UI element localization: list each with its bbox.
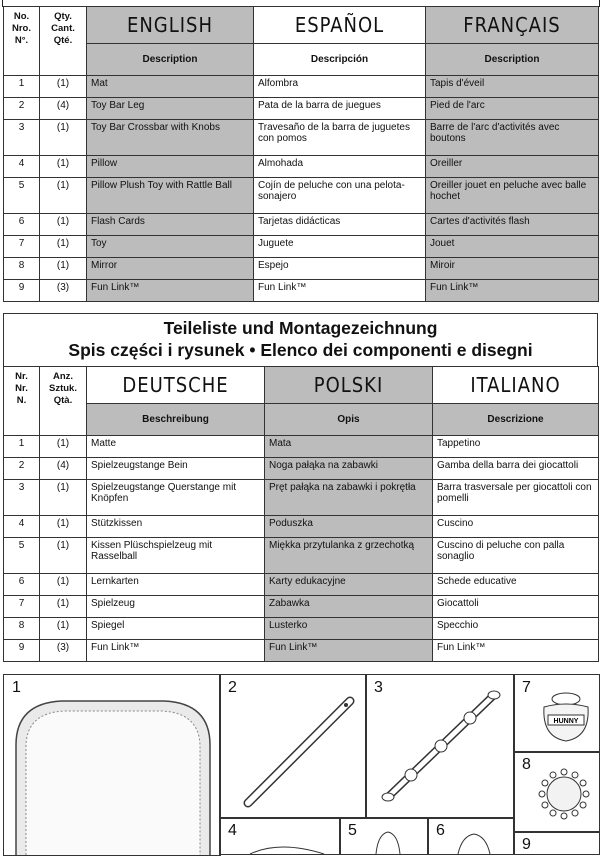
description-header-german: Beschreibung (87, 404, 265, 436)
cell-qty: (1) (40, 618, 87, 640)
cell-no: 3 (4, 120, 40, 156)
cell-c2: Juguete (254, 236, 426, 258)
description-header-polish: Opis (265, 404, 433, 436)
cell-no: 9 (4, 280, 40, 302)
table-row (4, 76, 599, 98)
cell-c3: Jouet (426, 236, 599, 258)
cell-c2: Espejo (254, 258, 426, 280)
mirror-ray (572, 772, 578, 778)
pillow-drawing (220, 818, 340, 854)
cell-c3: Oreiller jouet en peluche avec balle hochet (426, 178, 599, 214)
cards-drawing (428, 818, 514, 854)
table-row (4, 516, 599, 538)
cell-c1: Spielzeugstange Bein (87, 458, 265, 480)
cell-c3: Cuscino (433, 516, 599, 538)
language-italian: ITALIANO (433, 367, 599, 404)
cell-c2: Mata (265, 436, 433, 458)
illustration-pillow (219, 817, 341, 855)
cell-qty: (1) (40, 156, 87, 178)
cell-no: 7 (4, 236, 40, 258)
cell-c3: Giocattoli (433, 596, 599, 618)
cell-c1: Pillow (87, 156, 254, 178)
cell-c3: Fun Link™ (433, 640, 599, 662)
table-row (4, 120, 599, 156)
cell-c1: Stützkissen (87, 516, 265, 538)
table-row (4, 258, 599, 280)
cell-qty: (1) (40, 596, 87, 618)
cell-no: 4 (4, 156, 40, 178)
cell-qty: (3) (40, 280, 87, 302)
table-row (4, 98, 599, 120)
table-row (4, 618, 599, 640)
cell-no: 6 (4, 214, 40, 236)
language-french: FRANÇAIS (426, 7, 599, 44)
cell-no: 9 (4, 640, 40, 662)
cell-no: 1 (4, 436, 40, 458)
title-line-polish-italian: Spis części i rysunek • Elenco dei componenti e disegni (68, 340, 533, 360)
cell-qty: (1) (40, 480, 87, 516)
cell-qty: (1) (40, 214, 87, 236)
cell-c1: Matte (87, 436, 265, 458)
cell-c2: Noga pałąka na zabawki (265, 458, 433, 480)
cell-qty: (1) (40, 76, 87, 98)
illustration-toy (513, 674, 600, 753)
cell-qty: (4) (40, 98, 87, 120)
illustration-crossbar (365, 674, 515, 819)
cell-c3: Cartes d'activités flash (426, 214, 599, 236)
table-row (4, 480, 599, 516)
toy-bar-leg-drawing (220, 675, 366, 818)
cell-c1: Mat (87, 76, 254, 98)
cell-c1: Toy Bar Crossbar with Knobs (87, 120, 254, 156)
cell-c2: Pręt pałąka na zabawki i pokrętła (265, 480, 433, 516)
cell-c3: Oreiller (426, 156, 599, 178)
cell-qty: (3) (40, 640, 87, 662)
illustration-flash-cards (427, 817, 515, 855)
illustration-label-9: 9 (522, 836, 531, 853)
cell-c1: Spiegel (87, 618, 265, 640)
cell-no: 4 (4, 516, 40, 538)
illustration-label-5: 5 (348, 822, 357, 839)
cell-no: 8 (4, 618, 40, 640)
mirror-ray (580, 802, 586, 808)
cell-c2: Karty edukacyjne (265, 574, 433, 596)
cell-qty: (1) (40, 236, 87, 258)
table-row (4, 280, 599, 302)
cell-c3: Barre de l'arc d'activités avec boutons (426, 120, 599, 156)
cell-c1: Fun Link™ (87, 280, 254, 302)
language-german: DEUTSCHE (87, 367, 265, 404)
illustration-label-1: 1 (12, 679, 21, 696)
cell-c3: Barra trasversale per giocattoli con pomelli (433, 480, 599, 516)
description-header-italian: Descrizione (433, 404, 599, 436)
table-row (4, 156, 599, 178)
cell-c3: Pied de l'arc (426, 98, 599, 120)
cell-c2: Travesaño de la barra de juguetes con pomos (254, 120, 426, 156)
cell-no: 2 (4, 458, 40, 480)
illustration-mirror (513, 751, 600, 833)
cell-c1: Toy Bar Leg (87, 98, 254, 120)
table-row (4, 236, 599, 258)
description-header-english: Description (87, 44, 254, 76)
table-row (4, 596, 599, 618)
mirror-drawing (514, 752, 599, 832)
table-row (4, 458, 599, 480)
parts-table-de-pl-it (3, 366, 599, 662)
cell-c2: Fun Link™ (254, 280, 426, 302)
mirror-ray (580, 780, 586, 786)
cell-no: 7 (4, 596, 40, 618)
mirror-ray (550, 810, 556, 816)
language-english: ENGLISH (87, 7, 254, 44)
cell-no: 3 (4, 480, 40, 516)
description-header-french: Description (426, 44, 599, 76)
cell-c3: Schede educative (433, 574, 599, 596)
cell-no: 1 (4, 76, 40, 98)
cell-c2: Cojín de peluche con una pelota-sonajero (254, 178, 426, 214)
illustration-mat (3, 674, 221, 856)
cell-c2: Miękka przytulanka z grzechotką (265, 538, 433, 574)
description-header-spanish: Descripción (254, 44, 426, 76)
cell-qty: (1) (40, 258, 87, 280)
mirror-ray (542, 802, 548, 808)
cell-c3: Specchio (433, 618, 599, 640)
cell-qty: (4) (40, 458, 87, 480)
mirror-ray (572, 810, 578, 816)
mirror-ray (539, 791, 545, 797)
header-quantity-2: Anz. Sztuk. Qtà. (40, 367, 87, 436)
header-number-2: Nr. Nr. N. (4, 367, 40, 436)
cell-c2: Zabawka (265, 596, 433, 618)
cell-qty: (1) (40, 436, 87, 458)
cell-c2: Fun Link™ (265, 640, 433, 662)
cell-qty: (1) (40, 516, 87, 538)
cell-no: 2 (4, 98, 40, 120)
illustration-fun-link (513, 831, 600, 855)
cell-c3: Tapis d'éveil (426, 76, 599, 98)
plush-drawing (340, 818, 428, 854)
parts-table-en-es-fr (3, 6, 599, 302)
cell-no: 5 (4, 538, 40, 574)
cell-qty: (1) (40, 120, 87, 156)
cell-qty: (1) (40, 178, 87, 214)
cell-c3: Miroir (426, 258, 599, 280)
cell-c1: Kissen Plüschspielzeug mit Rasselball (87, 538, 265, 574)
illustration-label-2: 2 (228, 679, 237, 696)
cell-c2: Poduszka (265, 516, 433, 538)
language-polish: POLSKI (265, 367, 433, 404)
title-line-german: Teileliste und Montagezeichnung (163, 318, 438, 338)
cell-qty: (1) (40, 538, 87, 574)
crossbar-drawing (366, 675, 514, 818)
mat-drawing (4, 675, 220, 855)
cell-c3: Fun Link™ (426, 280, 599, 302)
cell-c1: Flash Cards (87, 214, 254, 236)
cell-c3: Cuscino di peluche con palla sonaglio (433, 538, 599, 574)
illustration-label-7: 7 (522, 679, 531, 696)
honey-pot-drawing (514, 675, 599, 752)
cell-no: 8 (4, 258, 40, 280)
table-row (4, 178, 599, 214)
cell-c2: Lusterko (265, 618, 433, 640)
cell-c3: Tappetino (433, 436, 599, 458)
illustration-label-3: 3 (374, 679, 383, 696)
table-row (4, 640, 599, 662)
header-number: No. Nro. N°. (4, 7, 40, 76)
cell-c2: Alfombra (254, 76, 426, 98)
illustration-toy-bar-leg (219, 674, 367, 819)
cell-c1: Toy (87, 236, 254, 258)
cell-c1: Spielzeugstange Querstange mit Knöpfen (87, 480, 265, 516)
cell-c1: Mirror (87, 258, 254, 280)
cell-c1: Spielzeug (87, 596, 265, 618)
table-row (4, 214, 599, 236)
illustration-pillow-plush (339, 817, 429, 855)
cell-no: 6 (4, 574, 40, 596)
cell-c2: Tarjetas didácticas (254, 214, 426, 236)
illustration-label-6: 6 (436, 822, 445, 839)
section-title (3, 313, 598, 366)
cell-c2: Almohada (254, 156, 426, 178)
mirror-ray (550, 772, 556, 778)
mirror-ray (561, 769, 567, 775)
mirror-ray (542, 780, 548, 786)
illustration-label-8: 8 (522, 756, 531, 773)
table-row (4, 574, 599, 596)
illustration-label-4: 4 (228, 822, 237, 839)
mirror-face (547, 777, 581, 811)
language-spanish: ESPAÑOL (254, 7, 426, 44)
cell-c2: Pata de la barra de juegues (254, 98, 426, 120)
honey-pot-label: HUNNY (553, 718, 579, 725)
header-quantity: Qty. Cant. Qté. (40, 7, 87, 76)
cell-c1: Fun Link™ (87, 640, 265, 662)
cell-qty: (1) (40, 574, 87, 596)
mirror-ray (561, 813, 567, 819)
mirror-ray (583, 791, 589, 797)
table-row (4, 436, 599, 458)
cell-c1: Pillow Plush Toy with Rattle Ball (87, 178, 254, 214)
cell-c1: Lernkarten (87, 574, 265, 596)
cell-c3: Gamba della barra dei giocattoli (433, 458, 599, 480)
cell-no: 5 (4, 178, 40, 214)
table-row (4, 538, 599, 574)
